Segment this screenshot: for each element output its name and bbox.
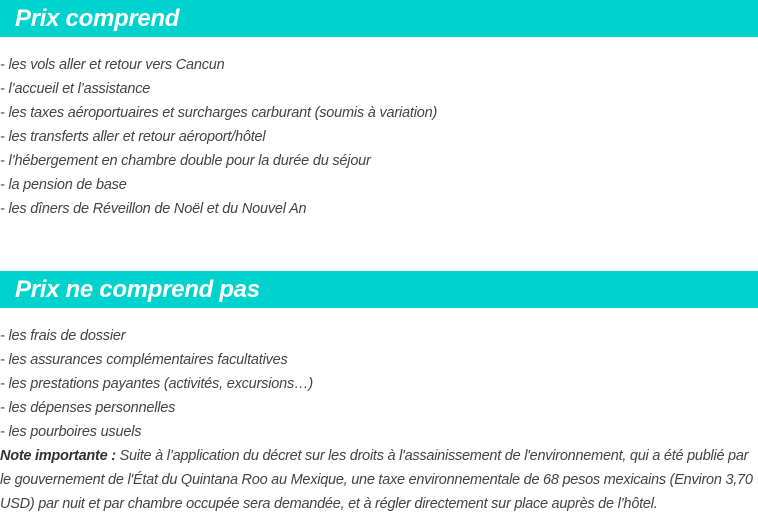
list-item: - la pension de base <box>0 177 127 193</box>
section-title-included: Prix comprend <box>15 5 180 32</box>
list-item: - les transferts aller et retour aéroport/hôtel <box>0 129 266 145</box>
included-list <box>0 53 437 221</box>
note-label: Note importante : <box>0 448 116 464</box>
section-header-not-included <box>0 271 758 308</box>
not-included-list <box>0 324 313 444</box>
list-item: - les vols aller et retour vers Cancun <box>0 57 225 73</box>
list-item: - les prestations payantes (activités, excursions…) <box>0 376 313 392</box>
section-title-not-included: Prix ne comprend pas <box>15 276 260 303</box>
section-header-included <box>0 0 758 37</box>
list-item: - les frais de dossier <box>0 328 126 344</box>
note-text: Suite à l’application du décret sur les droits à l'assainissement de l'environnement, qui a été publié par le gouvernement de l'État du Quintana Roo au Mexique, une taxe environnementale de 68 pesos mexicains (Environ 3,70 USD) par nuit et par chambre occupée sera demandée, et à régler directement sur place auprès de l’hôtel. <box>0 448 753 512</box>
list-item: - les pourboires usuels <box>0 424 142 440</box>
important-note <box>0 444 758 516</box>
list-item: - l’hébergement en chambre double pour la durée du séjour <box>0 153 371 169</box>
list-item: - les assurances complémentaires facultatives <box>0 352 288 368</box>
list-item: - l’accueil et l’assistance <box>0 81 151 97</box>
list-item: - les dépenses personnelles <box>0 400 176 416</box>
list-item: - les dîners de Réveillon de Noël et du Nouvel An <box>0 201 307 217</box>
list-item: - les taxes aéroportuaires et surcharges carburant (soumis à variation) <box>0 105 438 121</box>
